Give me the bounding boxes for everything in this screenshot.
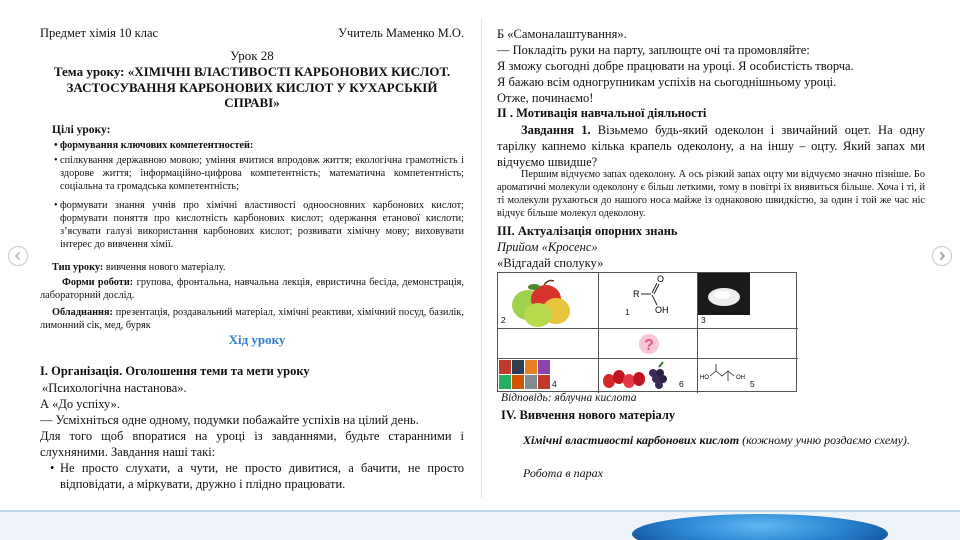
wish-all-line: Я бажаю всім одногрупникам успіхів на сьогоднішньому уроці. <box>497 75 837 89</box>
chevron-left-icon <box>13 251 23 261</box>
equipment-label: Обладнання: <box>52 307 113 318</box>
svg-text:OH: OH <box>655 305 669 315</box>
column-divider <box>481 18 482 498</box>
cell-number: 3 <box>701 315 706 325</box>
equipment-value: презентація, роздавальний матеріал, хімічні реактиви, хімічний посуд, базилік, лимонний сік, мед, буряк <box>40 307 464 331</box>
hands-line: — Покладіть руки на парту, заплющте очі та промовляйте: <box>497 43 810 57</box>
lesson-type-label: Тип уроку: <box>52 262 104 273</box>
section-heading: IV. Вивчення нового матеріалу <box>501 408 676 422</box>
svg-text:O: O <box>657 274 665 284</box>
powder-image <box>698 273 798 329</box>
question-icon <box>599 329 698 359</box>
previous-page-button[interactable] <box>8 246 28 266</box>
task-text: Візьмемо будь-який одеколон і звичайний оцет. На одну тарілку капнемо кілька крапель одеколону, а на іншу – оцту. Який запах ми відчуємо швидше? <box>497 123 925 169</box>
svg-text:HO: HO <box>700 375 709 381</box>
bullet-icon: • <box>54 200 58 211</box>
grid-cell-empty <box>498 329 599 359</box>
step-b-line: Б «Самоналаштування». <box>497 27 627 41</box>
cell-number: 2 <box>501 315 506 325</box>
equipment <box>40 306 464 332</box>
section-heading: І. Організація. Оголошення теми та мети уроку <box>40 364 310 378</box>
cell-number: 1 <box>625 307 630 317</box>
section-heading: ІІІ. Актуалізація опорних знань <box>497 224 678 238</box>
malic-acid-formula <box>698 359 798 393</box>
rule-text: Не просто слухати, а чути, не просто дивитися, а бачити, не просто відповідати, а міркувати, дружно і плідно працювати. <box>60 461 464 491</box>
svg-text:R: R <box>633 289 640 299</box>
foods-image <box>498 359 558 391</box>
chevron-right-icon <box>937 251 947 261</box>
begin-line: Отже, починаємо! <box>497 91 594 105</box>
grid-cell-apples <box>498 273 599 329</box>
lesson-number: Урок 28 <box>230 48 274 63</box>
section-heading: ІІ . Мотивація навчальної діяльності <box>497 106 707 120</box>
cell-number: 4 <box>552 379 557 389</box>
grid-cell-berries <box>599 359 698 393</box>
grid-cell-empty <box>698 329 798 359</box>
task-label: Завдання 1. <box>521 123 591 137</box>
goal-text: формування ключових компетентностей: <box>60 140 254 151</box>
psych-line: «Психологічна настанова». <box>42 381 187 395</box>
step-a-line: А «До успіху». <box>40 397 120 411</box>
carboxyl-formula <box>599 273 698 329</box>
can-line: Я зможу сьогодні добре працювати на уроці. Я особистість творча. <box>497 59 854 73</box>
wish-line: — Усміхніться одне одному, подумки побажайте успіхів на цілий день. <box>40 413 419 427</box>
work-forms-label: Форми роботи: <box>62 277 134 288</box>
grid-cell-malic-acid <box>698 359 798 393</box>
grid-cell-question <box>599 329 698 359</box>
header-row <box>40 26 464 42</box>
apples-image <box>498 273 598 329</box>
grid-cell-foods <box>498 359 599 393</box>
goal-text: спілкування державною мовою; уміння вчитися впродовж життя; екологічна грамотність і здорове життя; інформаційно-цифрова компетентність; математична компетентність; соціальна та громадська компетентність; <box>60 155 464 192</box>
crossens-grid <box>497 272 797 392</box>
goal-text: формувати знання учнів про хімічні властивості одноосновних карбонових кислот; формувати поняття про кислотність карбонових кислот; одержання етанової кислоти; з’ясувати галузі використання карбонових кислот; розвивати хімічну мову; виховувати інтерес до вивчення хімії. <box>60 200 464 250</box>
chem-properties-title: Хімічні властивості карбонових кислот <box>523 433 740 447</box>
next-page-button[interactable] <box>932 246 952 266</box>
grid-cell-formula <box>599 273 698 329</box>
bullet-icon: • <box>54 155 58 166</box>
technique-label: Прийом «Кросенс» <box>497 240 598 254</box>
teacher-label: Учитель Маменко М.О. <box>338 26 464 40</box>
lesson-type <box>40 261 464 274</box>
work-forms-value: групова, фронтальна, навчальна лекція, евристична бесіда, демонстрація, лабораторний дослід. <box>40 277 464 301</box>
chem-properties-paragraph <box>523 432 921 448</box>
svg-text:OH: OH <box>736 375 745 381</box>
lesson-topic: Тема уроку: «ХІМІЧНІ ВЛАСТИВОСТІ КАРБОНОВИХ КИСЛОТ. ЗАСТОСУВАННЯ КАРБОНОВИХ КИСЛОТ У КУХАРСЬКІЙ СПРАВІ» <box>53 64 451 110</box>
cell-number: 5 <box>750 379 755 389</box>
lesson-type-value: вивчення нового матеріалу. <box>103 262 226 273</box>
task-paragraph <box>497 122 925 170</box>
chem-properties-rest: (кожному учню роздаємо схему). <box>739 433 910 447</box>
grid-cell-powder <box>698 273 798 329</box>
svg-text:?: ? <box>644 337 654 354</box>
cell-number: 6 <box>679 379 684 389</box>
guess-label: «Відгадай сполуку» <box>497 256 604 270</box>
cope-paragraph: Для того щоб впоратися на уроці із завданнями, будьте старанними і слухняними. Завдання наші такі: <box>40 429 464 459</box>
bullet-icon: • <box>50 461 55 475</box>
answer-line: Відповідь: яблучна кислота <box>501 392 637 404</box>
course-heading: Хід уроку <box>228 332 286 347</box>
pairs-line: Робота в парах <box>523 466 603 480</box>
bullet-icon: • <box>54 140 58 151</box>
subject-label: Предмет хімія 10 клас <box>40 26 159 40</box>
work-forms <box>40 276 464 302</box>
explain-paragraph: Першим відчуємо запах одеколону. А ось різкий запах оцту ми відчуємо значно пізніше. Бо ароматичні молекули одеколону є більш леткими, тому в повітрі їх виявиться більше. Хоча і ті, й ті молекули рухаються до нашого носа майже із однаковою швидкістю, за один і той же час ніс відчує більше молекул одеколону. <box>497 169 925 219</box>
goals-title: Цілі уроку: <box>52 124 111 136</box>
